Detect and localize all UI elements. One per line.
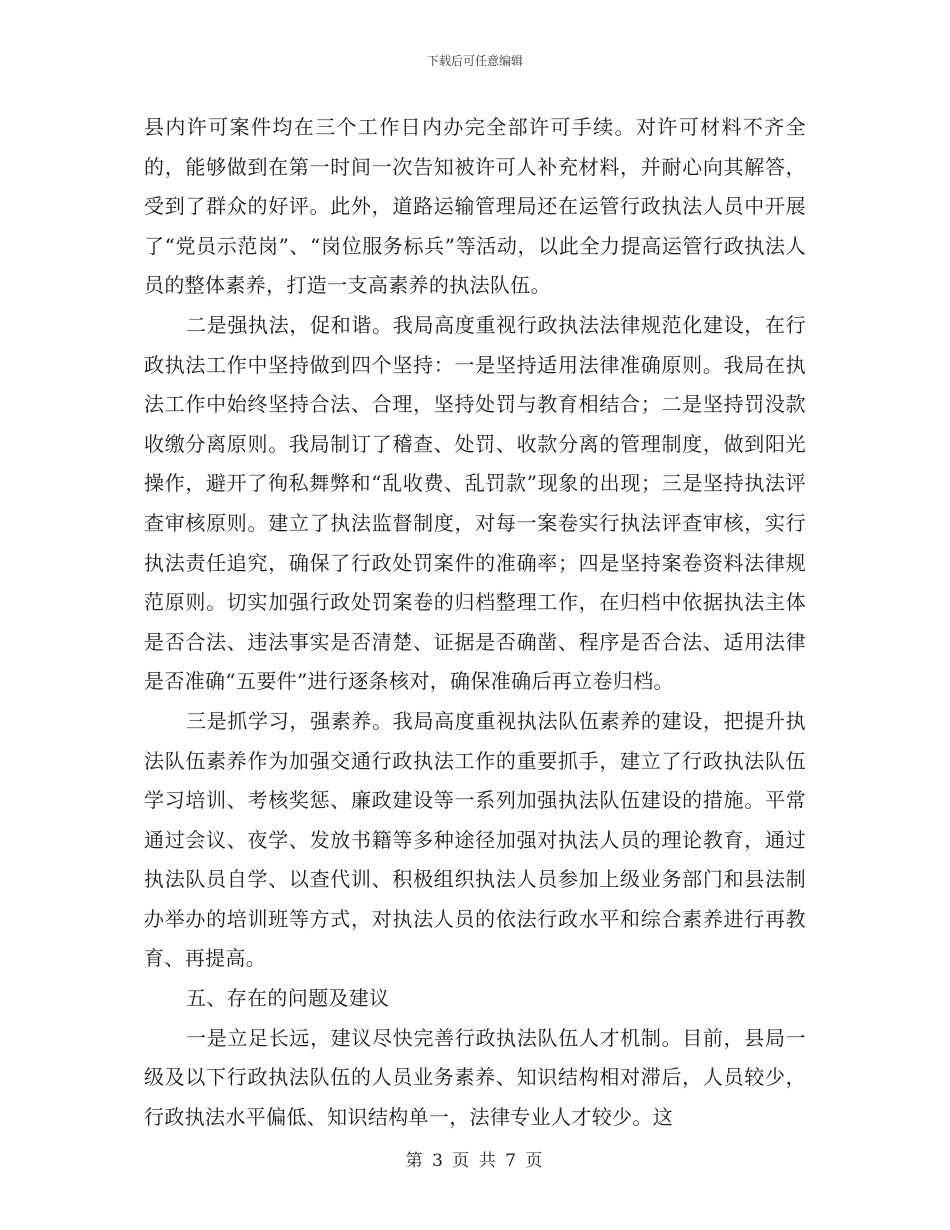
header-note: 下载后可任意编辑 — [426, 54, 523, 68]
paragraph-2: 二是强执法，促和谐。我局高度重视行政执法法律规范化建设，在行政执法工作中坚持做到四个坚持：一是坚持适用法律准确原则。我局在执法工作中始终坚持合法、合理，坚持处罚与教育相结合；二是坚持罚没款收缴分离原则。我局制订了稽查、处罚、收款分离的管理制度，做到阳光操作，避开了徇私舞弊和“乱收费、乱罚款”现象的出现；三是坚持执法评查审核原则。建立了执法监督制度，对每一案卷实行执法评查审核，实行执法责任追究，确保了行政处罚案件的准确率；四是坚持案卷资料法律规范原则。切实加强行政处罚案卷的归档整理工作，在归档中依据执法主体是否合法、违法事实是否清楚、证据是否确凿、程序是否合法、适用法律是否准确“五要件”进行逐条核对，确保准确后再立卷归档。 — [144, 312, 806, 694]
paragraph-3: 三是抓学习，强素养。我局高度重视执法队伍素养的建设，把提升执法队伍素养作为加强交通行政执法工作的重要抓手，建立了行政执法队伍学习培训、考核奖惩、廉政建设等一系列加强执法队伍建设的措施。平常通过会议、夜学、发放书籍等多种途径加强对执法人员的理论教育，通过执法队员自学、以查代训、积极组织执法人员参加上级业务部门和县法制办举办的培训班等方式，对执法人员的依法行政水平和综合素养进行再教育、再提高。 — [144, 708, 806, 971]
paragraph-4: 一是立足长远，建议尽快完善行政执法队伍人才机制。目前，县局一级及以下行政执法队伍的人员业务素养、知识结构相对滞后，人员较少，行政执法水平偏低、知识结构单一，法律专业人才较少。这 — [144, 1025, 806, 1129]
page-number: 第 3 页 共 7 页 — [405, 1151, 545, 1171]
section-heading: 五、存在的问题及建议 — [186, 986, 390, 1011]
document-body — [144, 108, 806, 1137]
paragraph-1: 县内许可案件均在三个工作日内办完全部许可手续。对许可材料不齐全的，能够做到在第一时间一次告知被许可人补充材料，并耐心向其解答，受到了群众的好评。此外，道路运输管理局还在运管行政执法人员中开展了“党员示范岗”、“岗位服务标兵”等活动，以此全力提高运管行政执法人员的整体素养，打造一支高素养的执法队伍。 — [144, 115, 806, 298]
